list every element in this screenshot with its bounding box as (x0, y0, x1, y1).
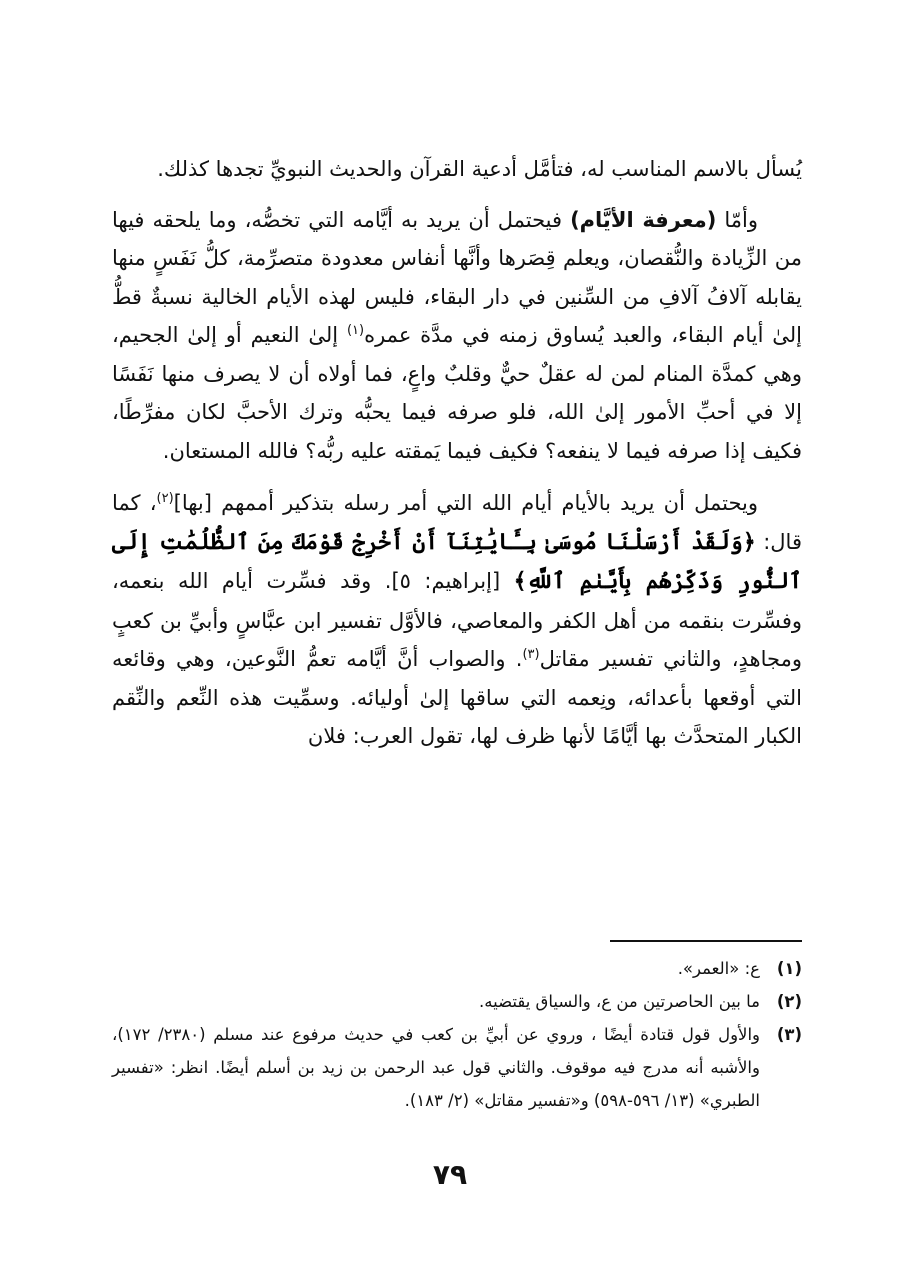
footnote-2 (112, 985, 802, 1018)
footnote-number: (٢) (776, 992, 802, 1011)
paragraph-2 (112, 201, 802, 471)
footnote-divider (610, 940, 802, 942)
footnote-number: (١) (776, 959, 802, 978)
quran-bracket-open: ﴿ (742, 529, 756, 555)
footnote-text: ما بين الحاصرتين من ع، والسياق يقتضيه. (479, 992, 760, 1011)
footnotes (112, 952, 802, 1117)
paragraph-3-text-4: . والصواب أنَّ أيَّامه تعمُّ النَّوعين، وهي وقائعه التي أوقعها بأعدائه، ونِعمه التي ساقها إلىٰ أوليائه. وسمِّيت هذه النِّعم والنِّقم الكبار المتحدَّث بها أيَّامًا لأنها ظرف لها، تقول العرب: فلان (112, 647, 802, 748)
footnote-3 (112, 1018, 802, 1117)
footnote-ref-2[interactable]: (٢) (156, 491, 174, 506)
footnote-ref-1[interactable]: (١) (346, 323, 365, 338)
footnote-text: والأول قول قتادة أيضًا ، وروي عن أبيِّ بن كعب في حديث مرفوع عند مسلم (٢٣٨٠/ ١٧٢)، والأشبه أنه مدرج فيه موقوف. والثاني قول عبد الرحمن بن زيد بن أسلم أيضًا. انظر: «تفسير الطبري» (١٣/ ٥٩٦-٥٩٨) و«تفسير مقاتل» (٢/ ١٨٣). (112, 1025, 760, 1110)
page-body (112, 150, 802, 756)
footnote-1 (112, 952, 802, 985)
term-knowledge-of-days: (معرفة الأيَّام) (570, 207, 717, 232)
paragraph-3-text-3: . وقد فسِّرت أيام الله بنعمه، وفسِّرت بنقمه من أهل الكفر والمعاصي، فالأوَّل تفسير ابن عبَّاسٍ وأبيِّ بن كعبٍ ومجاهدٍ، والثاني تفسير مقاتل (112, 569, 802, 671)
footnote-text: ع: «العمر». (677, 959, 760, 978)
paragraph-3-text-2: ، كما قال: (112, 491, 802, 554)
page-number: ٧٩ (432, 1158, 468, 1191)
paragraph-1-text: يُسأل بالاسم المناسب له، فتأمَّل أدعية القرآن والحديث النبويِّ تجدها كذلك. (157, 157, 802, 181)
paragraph-3 (112, 484, 802, 756)
quran-verse: وَلَقَدْ أَرْسَلْنَا مُوسَىٰ بِـَٔايَٰتِنَآ أَنْ أَخْرِجْ قَوْمَكَ مِنَ ٱلظُّلُمَٰتِ إِلَى ٱلنُّورِ وَذَكِّرْهُم بِأَيَّىٰمِ ٱللَّهِ (112, 528, 802, 594)
paragraph-2-lead: وأمّا (716, 207, 758, 232)
quran-bracket-close: ﴾ (513, 569, 527, 594)
paragraph-2-text-2: إلىٰ النعيم أو إلىٰ الجحيم، وهي كمدَّة المنام لمن له عقلٌ حيٌّ وقلبٌ واعٍ، فما أولاه أن لا يصرف منها نَفَسًا إلا في أحبِّ الأمور إلىٰ الله، فلو صرفه فيما يحبُّه وترك الأحبَّ لكان مفرِّطًا، فكيف إذا صرفه فيما لا ينفعه؟ فكيف فيما يَمقته عليه ربُّه؟ فالله المستعان. (112, 323, 802, 463)
paragraph-3-text-1: ويحتمل أن يريد بالأيام أيام الله التي أمر رسله بتذكير أممهم [بها] (173, 491, 758, 515)
footnote-number: (٣) (776, 1025, 802, 1044)
paragraph-1 (112, 150, 802, 189)
verse-reference: [إبراهيم: ٥] (391, 569, 514, 593)
paragraph-2-text-1: فيحتمل أن يريد به أيَّامه التي تخصُّه، وما يلحقه فيها من الزِّيادة والنُّقصان، ويعلم قِصَرها وأنَّها أنفاس معدودة متصرِّمة، كلُّ نَفَسٍ منها يقابله آلافُ آلافِ من السِّنين في دار البقاء، فليس لهذه الأيام الخالية نسبةٌ قطُّ إلىٰ أيام البقاء، والعبد يُساوق زمنه في مدَّة عمره (112, 207, 802, 347)
footnote-ref-3[interactable]: (٣) (522, 647, 540, 662)
